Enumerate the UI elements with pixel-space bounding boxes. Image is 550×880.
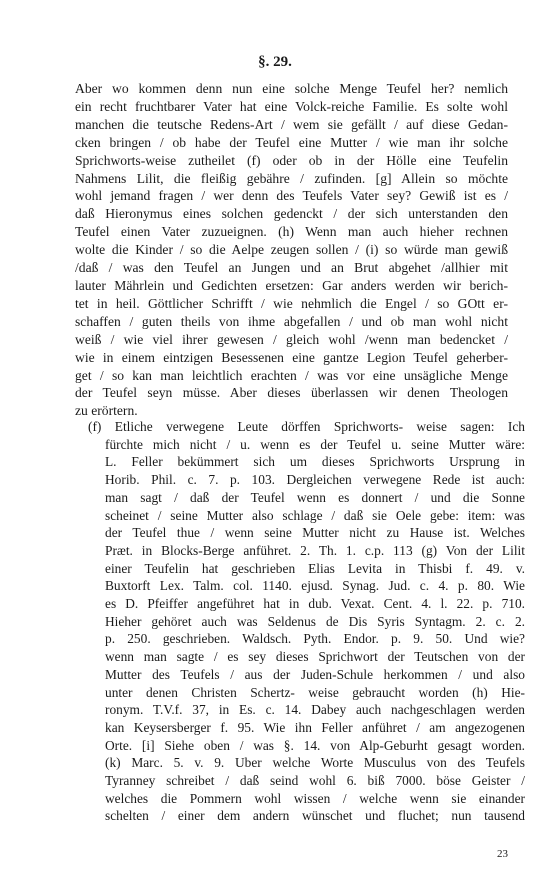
footnote-line: welches die Pommern wohl wissen / welche wenn sie einander xyxy=(105,790,525,806)
footnote-line: Præt. in Blocks-Berge anführet. 2. Th. 1. c.p. 113 (g) Von der Lilit xyxy=(105,542,525,558)
main-text xyxy=(75,80,508,420)
footnote-line: es D. Pfeiffer angeführet hat in dub. Vexat. Cent. 4. l. 22. p. 710. xyxy=(105,596,525,612)
text-line: weiß / wie viel ihrer gewesen / gleich wohl /wenn man bedencket / xyxy=(75,331,508,347)
text-line: tet in heil. Göttlicher Schrifft / wie nehmlich die Engel / so GOtt er- xyxy=(75,295,508,311)
text-line: schaffen / guten theils von ihme abgefallen / und ob man wohl nicht xyxy=(75,313,508,329)
text-line: wolte die Kinder / so die Aelpe zeugen sollen / (i) so würde man gewiß xyxy=(75,242,508,258)
footnote-line: L. Feller bekümmert sich um dieses Sprichworts Ursprung in xyxy=(105,454,525,470)
footnote-line: Horib. Phil. c. 7. p. 103. Dergleichen verwegene Rede ist auch: xyxy=(105,472,525,488)
text-line: cken bringen / ob habe der Teufel eine Mutter / wie man ihr solche xyxy=(75,134,508,150)
footnote-line: unter denen Christen Schertz- weise gebraucht worden (h) Hie- xyxy=(105,684,525,700)
text-line: wie in einem eintzigen Besessenen eine gantze Legion Teufel geherber- xyxy=(75,349,508,365)
text-line: zu erörtern. xyxy=(75,403,138,419)
footnote-line: Hieher gehöret auch was Seldenus de Dis Syris Syntagm. 2. c. 2. xyxy=(105,613,525,629)
footnote-line: man sagt / daß der Teufel wenn es donnert / und die Sonne xyxy=(105,489,525,505)
text-line: /daß / was den Teufel an Jungen und an Brut abgehet /allhier mit xyxy=(75,260,508,276)
footnote-line: Buxtorft Lex. Talm. col. 1140. ejusd. Synag. Jud. c. 4. p. 80. Wie xyxy=(105,578,525,594)
text-line: wohl jemand fragen / wer denn des Teufels Vater sey? Gewiß ist es / xyxy=(75,188,508,204)
footnotes xyxy=(88,418,525,825)
footnote-line: scheinet / seine Mutter also schlage / daß sie Oele gebe: item: was xyxy=(105,507,525,523)
footnote-line: Mutter des Teufels / aus der Juden-Schule herkommen / und also xyxy=(105,666,525,682)
text-line: daß Hieronymus eines solchen gedenckt / der sich unterstanden den xyxy=(75,206,508,222)
text-line: get / so kan man leichtlich erachten / was vor eine unsägliche Menge xyxy=(75,367,508,383)
text-line: Sprichworts-weise zutheilet (f) oder ob in der Hölle eine Teufelin xyxy=(75,152,508,168)
text-line: Aber wo kommen denn nun eine solche Menge Teufel her? nemlich xyxy=(75,81,508,96)
text-line: der Teufel seyn müsse. Aber dieses überlassen wir denen Theologen xyxy=(75,385,508,401)
footnote-line: (k) Marc. 5. v. 9. Uber welche Worte Musculus von des Teufels xyxy=(105,755,525,771)
page-number: 23 xyxy=(497,848,508,860)
footnote-line: p. 250. geschrieben. Waldsch. Pyth. Endor. p. 9. 50. Und wie? xyxy=(105,631,525,647)
text-line: Nahmens Lilit, die fleißig gebähre / zufinden. [g] Allein so möchte xyxy=(75,170,508,186)
text-line: Teufel einen Vater zuzueignen. (h) Wenn man auch hieher rechnen xyxy=(75,224,508,240)
footnote-line: Tyranney schreibet / daß seind wohl 6. biß 7000. böse Geister / xyxy=(105,773,525,789)
footnote-line: Orte. [i] Siehe oben / was §. 14. von Alp-Geburht gesagt worden. xyxy=(105,737,525,753)
text-line: ein recht fruchtbarer Vater hat eine Volck-reiche Familie. Es solte wohl xyxy=(75,98,508,114)
footnote-line: fürchte mich nicht / u. wenn es der Teufel u. seine Mutter wäre: xyxy=(105,436,525,452)
footnote-line: kan Keysersberger f. 95. Wie ihn Feller anführet / am angezogenen xyxy=(105,719,525,735)
footnote-line: einer Teufelin hat geschrieben Elias Levita in Thisbi f. 49. v. xyxy=(105,560,525,576)
text-line: lauter Mährlein und Gedichten ersetzen: Gar anders werden wir berich- xyxy=(75,277,508,293)
section-heading: §. 29. xyxy=(258,54,292,70)
text-line: manchen die teutsche Redens-Art / wem sie gefällt / auf diese Gedan- xyxy=(75,116,508,132)
footnote-line: der Teufel thue / wenn seine Mutter nicht zu Hause ist. Welches xyxy=(105,525,525,541)
footnote-line: schelten / einer dem andern wünschet und fluchet; nun tausend xyxy=(105,808,525,824)
footnote-line: wenn man sagte / es sey dieses Sprichwort der Teutschen von der xyxy=(105,649,525,665)
footnote-line: ronym. T.V.f. 37, in Es. c. 14. Dabey auch nachgeschlagen werden xyxy=(105,702,525,718)
footnote-line: (f) Etliche verwegene Leute dörffen Sprichworts- weise sagen: Ich xyxy=(88,419,525,434)
